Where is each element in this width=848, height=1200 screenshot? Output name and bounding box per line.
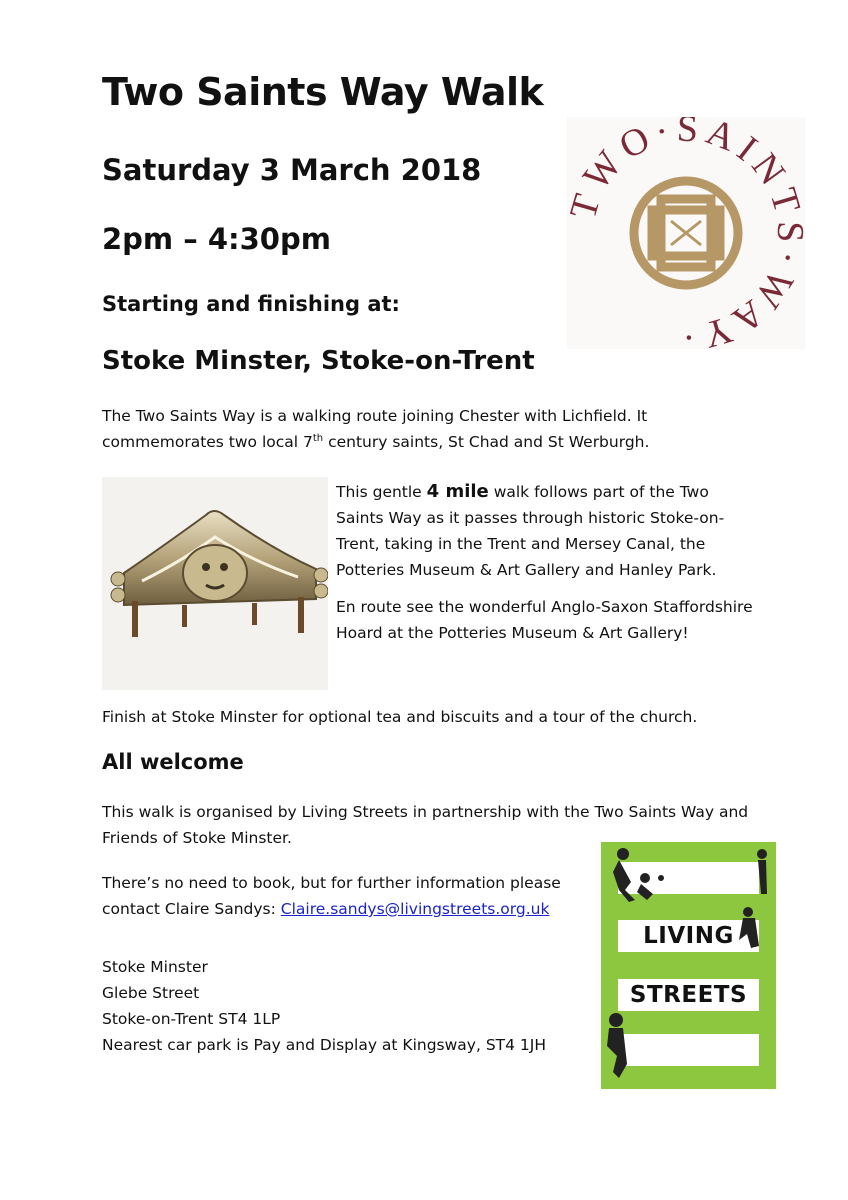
walk-distance: 4 mile xyxy=(426,481,489,502)
contact-email-link[interactable]: Claire.sandys@livingstreets.org.uk xyxy=(280,900,550,918)
event-time: 2pm – 4:30pm xyxy=(102,222,331,256)
address-block xyxy=(102,954,546,1058)
living-streets-logo xyxy=(601,842,776,1089)
address-line: Glebe Street xyxy=(102,984,200,1002)
logo-ring-text: WO·SAIN ·WAY· xyxy=(575,117,805,349)
two-saints-way-logo xyxy=(567,117,805,349)
finish-paragraph: Finish at Stoke Minster for optional tea and biscuits and a tour of the church. xyxy=(102,708,698,726)
intro-paragraph: The Two Saints Way is a walking route joining Chester with Lichfield. It commemorates two local 7th century saints, St Chad and St Werburgh. xyxy=(102,407,650,451)
logo-word-living: LIVING xyxy=(643,923,734,949)
start-heading: Starting and finishing at: xyxy=(102,292,400,316)
car-park-note: Nearest car park is Pay and Display at Kingsway, ST4 1JH xyxy=(102,1036,547,1054)
organised-paragraph: This walk is organised by Living Streets in partnership with the Two Saints Way and Friends of Stoke Minster. xyxy=(102,803,749,847)
address-line: Stoke Minster xyxy=(102,958,208,976)
page-title: Two Saints Way Walk xyxy=(102,70,544,114)
hoard-paragraph: En route see the wonderful Anglo-Saxon Staffordshire Hoard at the Potteries Museum & Art Gallery! xyxy=(336,598,753,642)
walk-description: This gentle 4 mile walk follows part of the Two Saints Way as it passes through historic Stoke-on-Trent, taking in the Trent and Mersey Canal, the Potteries Museum & Art Gallery and Hanley Park. En route see the wonderful Anglo-Saxon Staffordshire Hoard at the Potteries Museum & Art Gallery! xyxy=(336,479,756,646)
event-date: Saturday 3 March 2018 xyxy=(102,153,482,187)
contact-paragraph: There’s no need to book, but for further information please contact Claire Sandys: Claire.sandys@livingstreets.org.uk xyxy=(102,874,561,918)
cross-emblem-icon xyxy=(634,181,738,285)
welcome-heading: All welcome xyxy=(102,750,244,774)
walking-figures-icon xyxy=(601,842,776,1089)
location-heading: Stoke Minster, Stoke-on-Trent xyxy=(102,346,535,376)
address-line: Stoke-on-Trent ST4 1LP xyxy=(102,1010,281,1028)
logo-word-streets: STREETS xyxy=(629,982,748,1008)
hoard-artefact-photo xyxy=(102,477,328,690)
